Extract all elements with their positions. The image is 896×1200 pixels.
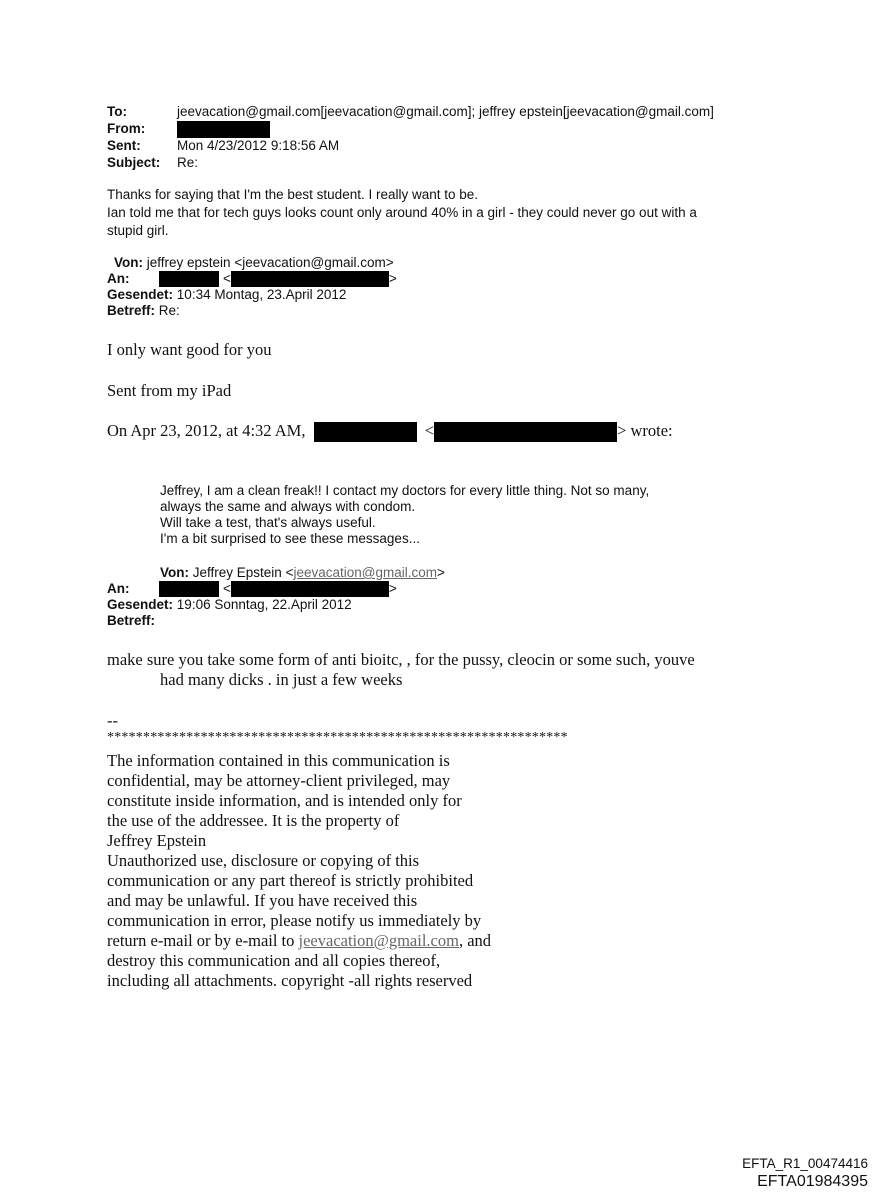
message-line: make sure you take some form of anti bioitc, , for the pussy, cleocin or some such, youve	[107, 650, 695, 669]
quoted-line: always the same and always with condom.	[160, 499, 416, 514]
an-label: An:	[107, 271, 130, 286]
wrote-suffix: > wrote:	[617, 421, 673, 440]
wrote-line	[107, 421, 673, 442]
subject-line	[107, 155, 198, 170]
body-line: Ian told me that for tech guys looks count only around 40% in a girl - they could never go out with a	[107, 205, 697, 220]
disclaimer-line: destroy this communication and all copies thereof,	[107, 951, 441, 970]
quote1-an	[107, 271, 397, 287]
quoted-line: Jeffrey, I am a clean freak!! I contact my doctors for every little thing. Not so many,	[160, 483, 650, 498]
signature-text: Sent from my iPad	[107, 381, 232, 400]
gesendet-label: Gesendet:	[107, 287, 174, 302]
from-line	[107, 121, 270, 138]
redaction-box	[434, 422, 617, 442]
disclaimer-line: including all attachments. copyright -all rights reserved	[107, 971, 473, 990]
to-label: To:	[107, 104, 127, 119]
quote1-von	[114, 255, 394, 270]
von-value: jeffrey epstein <jeevacation@gmail.com>	[146, 255, 394, 270]
redaction-box	[159, 581, 219, 597]
wrote-lt: <	[424, 421, 435, 440]
body-line: Thanks for saying that I'm the best student. I really want to be.	[107, 187, 479, 202]
email-link[interactable]: jeevacation@gmail.com	[293, 565, 437, 580]
gesendet-value: 19:06 Sonntag, 22.April 2012	[176, 597, 352, 612]
quote2-gesendet	[107, 597, 352, 612]
disclaimer-email-prefix: return e-mail or by e-mail to	[107, 931, 299, 950]
disclaimer-email-suffix: , and	[458, 931, 492, 950]
to-line	[107, 104, 714, 119]
quoted-line: Will take a test, that's always useful.	[160, 515, 376, 530]
von-value: Jeffrey Epstein <	[192, 565, 294, 580]
disclaimer-line: communication in error, please notify us immediately by	[107, 911, 482, 930]
von-label: Von:	[114, 255, 143, 270]
an-lt: <	[223, 581, 231, 596]
quote2-betreff	[107, 613, 155, 628]
subject-label: Subject:	[107, 155, 161, 170]
betreff-value: Re:	[158, 303, 180, 318]
stars-divider: ****************************************************************	[107, 730, 568, 745]
sent-label: Sent:	[107, 138, 141, 153]
redaction-box	[231, 271, 389, 287]
an-label: An:	[107, 581, 130, 596]
disclaimer-line: Unauthorized use, disclosure or copying of this	[107, 851, 420, 870]
subject-value: Re:	[177, 155, 199, 170]
disclaimer-line: Jeffrey Epstein	[107, 831, 207, 850]
from-label: From:	[107, 121, 146, 137]
an-gt: >	[388, 581, 397, 596]
disclaimer-line: The information contained in this communication is	[107, 751, 450, 770]
email-link[interactable]: jeevacation@gmail.com	[298, 931, 459, 950]
redaction-box	[159, 271, 219, 287]
sig-dash: --	[107, 711, 118, 730]
footer-id-2: EFTA01984395	[757, 1173, 868, 1190]
betreff-label: Betreff:	[107, 303, 156, 318]
sent-line	[107, 138, 339, 153]
quote1-betreff	[107, 303, 180, 318]
to-value: jeevacation@gmail.com[jeevacation@gmail.com]; jeffrey epstein[jeevacation@gmail.com]	[177, 104, 714, 119]
redaction-box	[231, 581, 389, 597]
gesendet-value: 10:34 Montag, 23.April 2012	[176, 287, 347, 302]
quote1-gesendet	[107, 287, 346, 302]
disclaimer-line: constitute inside information, and is intended only for	[107, 791, 462, 810]
quoted-line: I'm a bit surprised to see these messages...	[160, 531, 420, 546]
reply-text: I only want good for you	[107, 340, 272, 359]
message-line: had many dicks . in just a few weeks	[160, 670, 403, 689]
disclaimer-line: confidential, may be attorney-client privileged, may	[107, 771, 451, 790]
footer-id-1: EFTA_R1_00474416	[742, 1156, 868, 1171]
quote2-an	[107, 581, 397, 597]
redaction-box	[314, 422, 417, 442]
body-line: stupid girl.	[107, 223, 169, 238]
disclaimer-line: communication or any part thereof is strictly prohibited	[107, 871, 474, 890]
an-gt: >	[388, 271, 397, 286]
von-label: Von:	[160, 565, 189, 580]
sent-value: Mon 4/23/2012 9:18:56 AM	[177, 138, 340, 153]
disclaimer-email-line	[107, 931, 491, 951]
wrote-prefix: On Apr 23, 2012, at 4:32 AM,	[107, 421, 306, 440]
disclaimer-line: the use of the addressee. It is the property of	[107, 811, 400, 830]
an-lt: <	[223, 271, 231, 286]
disclaimer-line: and may be unlawful. If you have received this	[107, 891, 418, 910]
gesendet-label: Gesendet:	[107, 597, 174, 612]
von-gt: >	[436, 565, 445, 580]
quote2-von	[160, 565, 445, 580]
betreff-label: Betreff:	[107, 613, 156, 628]
redaction-box	[177, 121, 270, 138]
